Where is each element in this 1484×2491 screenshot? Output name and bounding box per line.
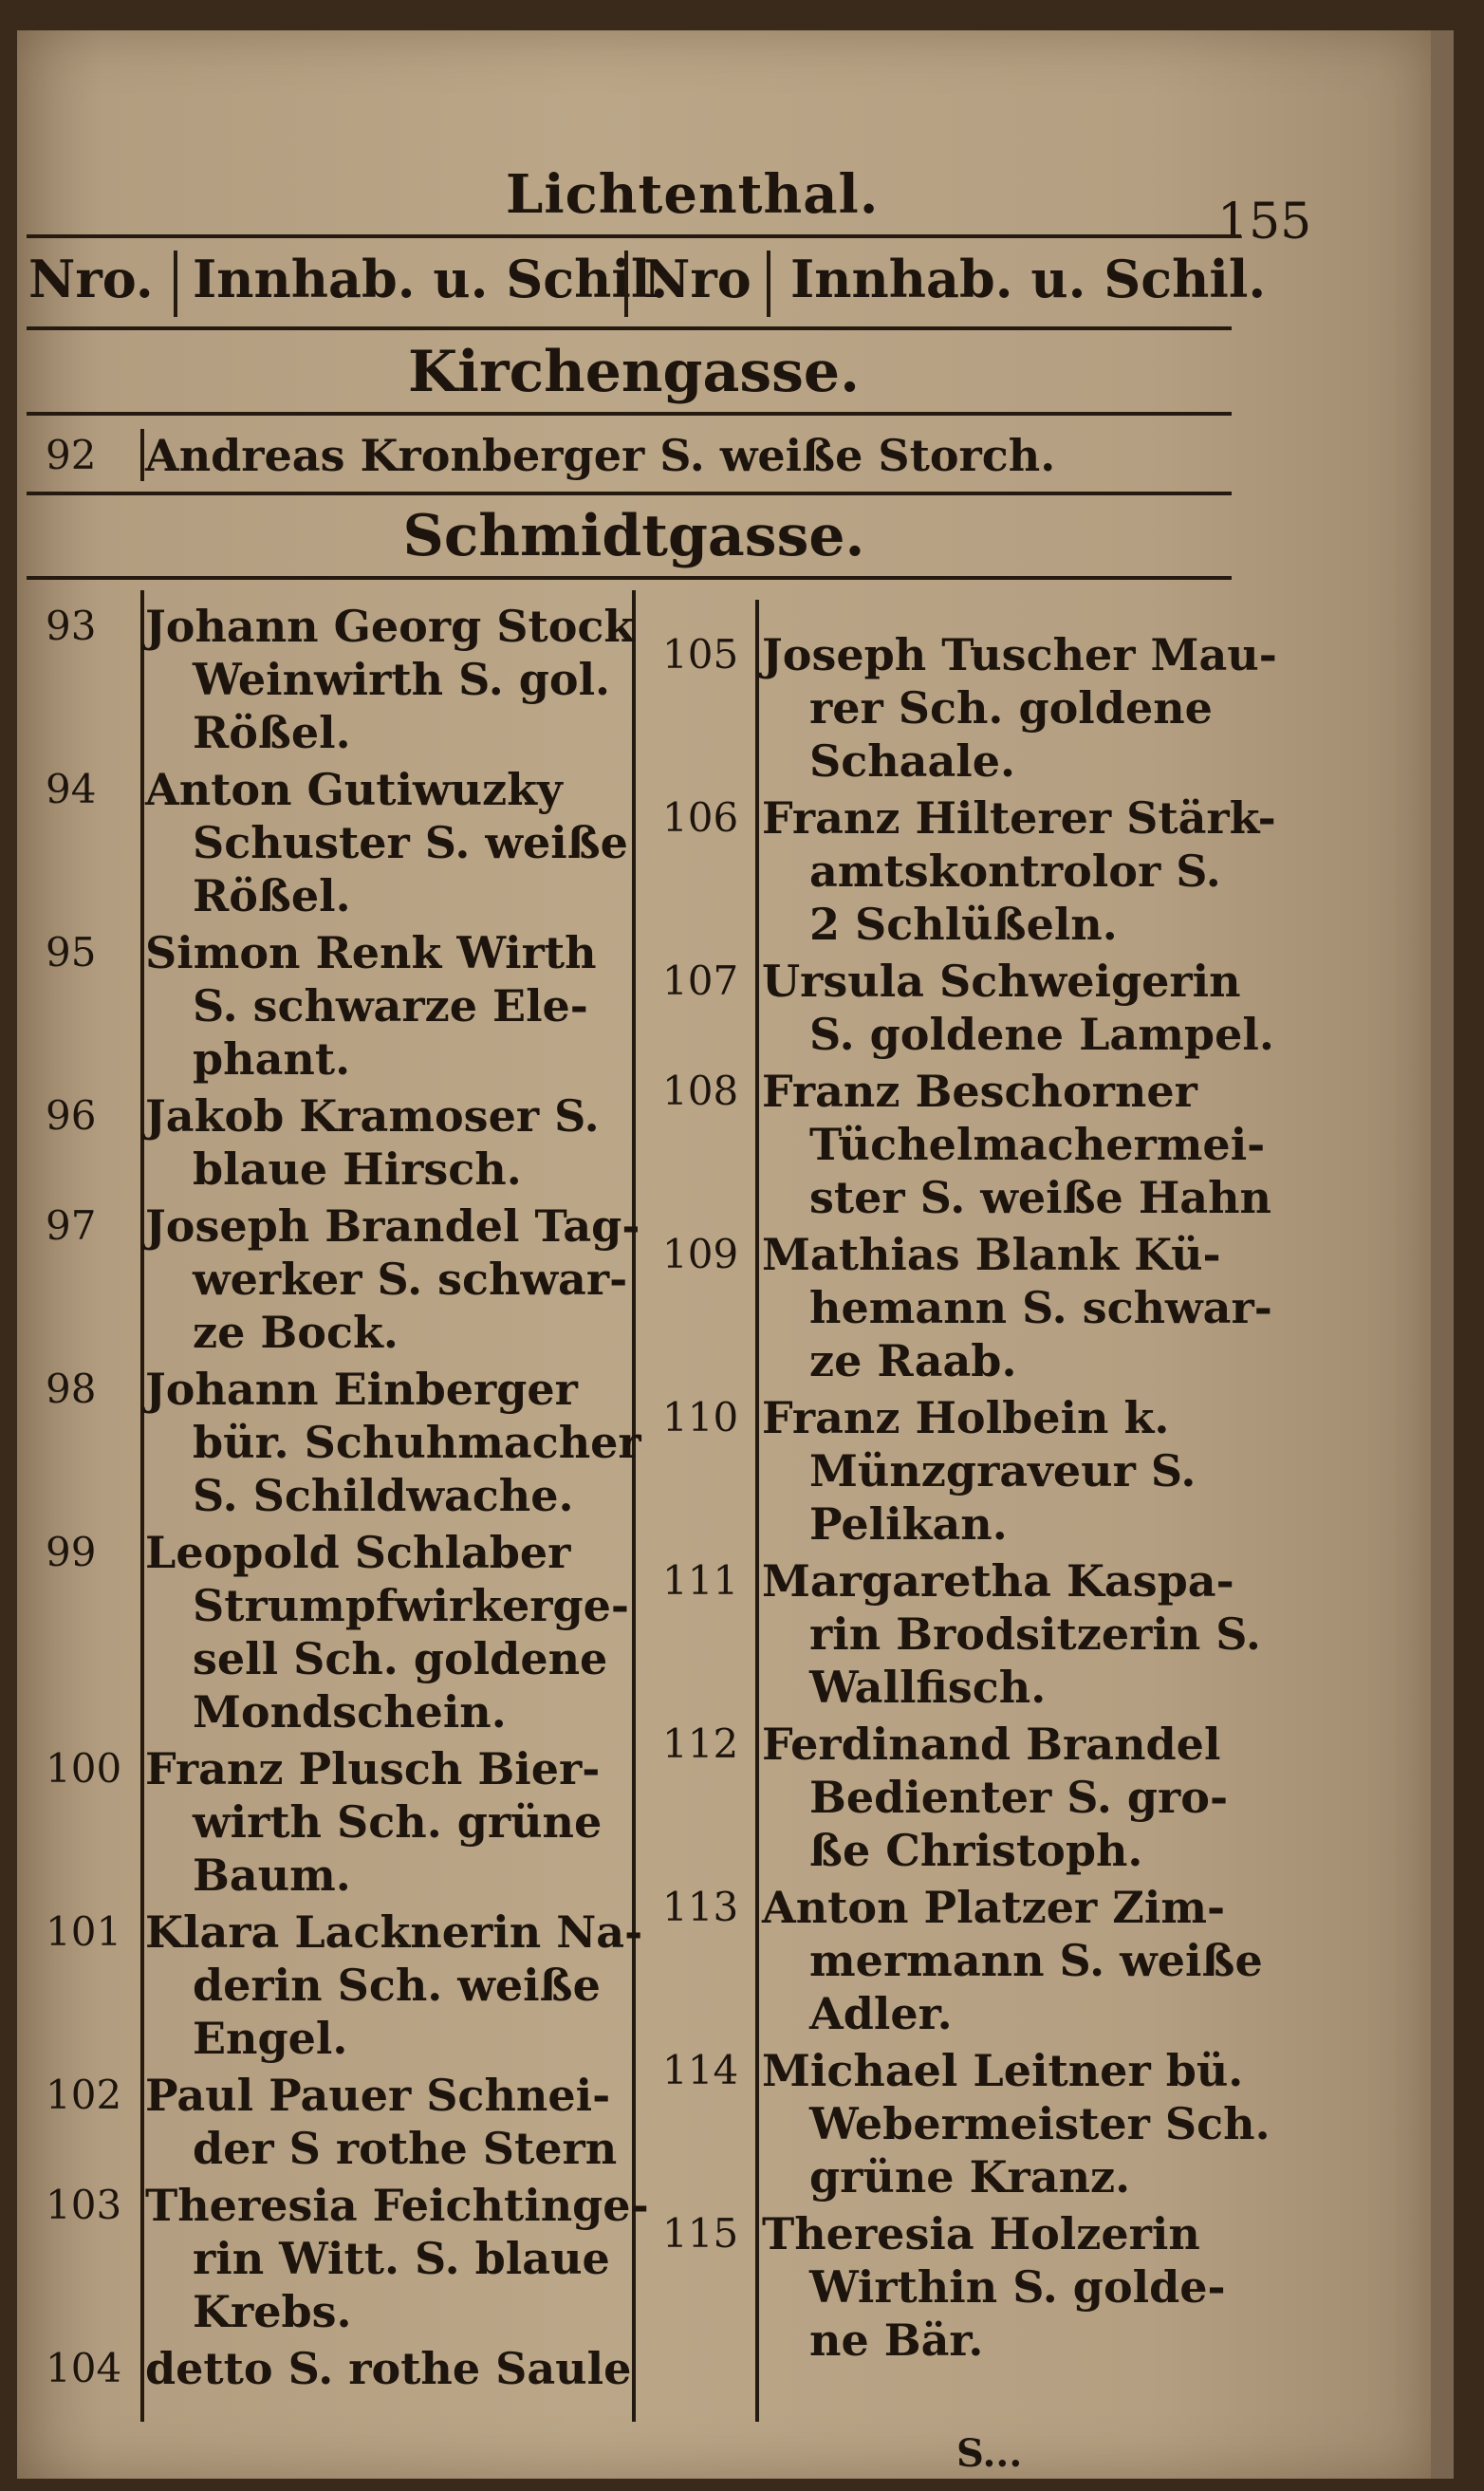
entry-line: Baum. <box>193 1850 351 1901</box>
list-item <box>46 2342 632 2395</box>
entry-text <box>762 2207 1226 2367</box>
entry-line: rin Brodsitzerin S. <box>809 1608 1261 1660</box>
list-item <box>662 2044 1271 2203</box>
house-number: 110 <box>662 1394 739 1441</box>
house-number: 95 <box>46 929 97 976</box>
entry-line: Paul Pauer Schnei- <box>145 2070 611 2121</box>
list-item <box>46 926 615 1086</box>
entry-line: grüne Kranz. <box>809 2151 1131 2203</box>
entry-text <box>762 1065 1271 1224</box>
entry-line: werker S. schwar- <box>193 1254 628 1305</box>
entry-line: ster S. weiße Hahn <box>809 1172 1271 1223</box>
entry-text <box>762 791 1276 951</box>
house-number: 94 <box>46 766 97 812</box>
list-item <box>46 2179 649 2338</box>
house-number: 107 <box>662 957 739 1004</box>
entry-line: Margaretha Kaspa- <box>762 1555 1234 1607</box>
house-number: 97 <box>46 1202 97 1249</box>
entry-text <box>145 1742 602 1902</box>
entry-line: derin Sch. weiße <box>193 1960 601 2011</box>
entry-text <box>762 955 1274 1061</box>
entry-line: wirth Sch. grüne <box>193 1796 603 1848</box>
entry-line: Ursula Schweigerin <box>762 956 1241 1007</box>
entry-line: Pelikan. <box>809 1498 1008 1550</box>
entry-line: Mathias Blank Kü- <box>762 1229 1221 1280</box>
entry-text <box>145 600 634 759</box>
entry-line: ße Christoph. <box>809 1825 1143 1876</box>
entry-line: rer Sch. goldene <box>809 682 1213 734</box>
heading-divider <box>767 251 770 317</box>
entry-text <box>762 1554 1261 1714</box>
entry-line: Ferdinand Brandel <box>762 1719 1221 1770</box>
house-number: 93 <box>46 603 97 649</box>
list-item <box>46 1526 629 1738</box>
entry-line: sell Sch. goldene <box>193 1633 608 1684</box>
entry-line: Jakob Kramoser S. <box>145 1090 600 1142</box>
entry-line: Weinwirth S. gol. <box>193 654 611 705</box>
entry-line: Anton Gutiwuzky <box>145 764 563 815</box>
entry-line: ne Bär. <box>809 2314 984 2366</box>
entry-line: S. Schildwache. <box>193 1470 574 1521</box>
house-number: 103 <box>46 2182 122 2228</box>
house-number: 98 <box>46 1366 97 1412</box>
entry-line: amtskontrolor S. <box>809 846 1221 897</box>
entry-text <box>762 1718 1228 1877</box>
house-number: 105 <box>662 631 739 678</box>
header-rule <box>27 234 1241 238</box>
entry-text <box>145 2179 649 2338</box>
list-item <box>662 955 1274 1061</box>
entry-line: Engel. <box>193 2013 348 2064</box>
list-item <box>662 1718 1251 1877</box>
list-item <box>46 1363 641 1522</box>
col1-innhab-heading: Innhab. u. Schil. <box>193 249 669 309</box>
entry-line: Münzgraveur S. <box>809 1445 1196 1496</box>
running-header <box>74 163 1312 251</box>
street-rule <box>27 412 1232 416</box>
entry-text <box>762 1391 1196 1551</box>
list-item <box>662 1881 1263 2040</box>
entry-text <box>145 1363 641 1522</box>
street-heading-kirchengasse: Kirchengasse. <box>408 339 860 405</box>
entry-text <box>145 1526 629 1738</box>
entry-text <box>762 628 1277 788</box>
entry-text <box>145 763 628 922</box>
house-number: 104 <box>46 2345 122 2391</box>
list-item <box>46 600 635 759</box>
entry-line: Joseph Tuscher Mau- <box>762 629 1277 680</box>
entry-line: Bedienter S. gro- <box>809 1772 1229 1823</box>
list-item <box>662 1065 1271 1224</box>
entry-line: Adler. <box>809 1988 953 2039</box>
entry-line: S. schwarze Ele- <box>193 980 588 1032</box>
entry-line: Rößel. <box>193 707 351 758</box>
list-item <box>46 1089 615 1196</box>
list-item <box>662 1391 1251 1551</box>
entry-line: Webermeister Sch. <box>809 2098 1271 2149</box>
entry-line: mermann S. weiße <box>809 1935 1263 1986</box>
street-rule <box>27 492 1232 495</box>
house-number: 102 <box>46 2072 122 2118</box>
col2-innhab-heading: Innhab. u. Schil. <box>790 249 1267 309</box>
entry-line: der S rothe Stern <box>193 2123 618 2174</box>
entry-line: Anton Platzer Zim- <box>762 1882 1226 1933</box>
list-item <box>662 1228 1272 1387</box>
house-number: 106 <box>662 794 739 841</box>
entry-text <box>145 2069 617 2175</box>
list-item <box>46 1905 643 2065</box>
house-number: 113 <box>662 1884 739 1930</box>
house-number: 100 <box>46 1745 122 1792</box>
entry-line: blaue Hirsch. <box>193 1143 522 1195</box>
list-item <box>662 628 1277 788</box>
page-number: 155 <box>1217 194 1312 251</box>
entry-line: ze Bock. <box>193 1307 399 1358</box>
entry-line: Theresia Holzerin <box>762 2208 1200 2259</box>
list-item <box>46 2069 618 2175</box>
entry-line: Rößel. <box>193 870 351 921</box>
list-item <box>662 791 1276 951</box>
entry-line: bür. Schuhmacher <box>193 1417 641 1468</box>
house-number: 112 <box>662 1720 739 1767</box>
entry-text <box>762 2044 1271 2203</box>
col2-nro-heading: Nro <box>643 249 751 309</box>
entry-line: Franz Holbein k. <box>762 1392 1170 1443</box>
house-number: 115 <box>662 2210 739 2257</box>
footer-mark: S... <box>956 2431 1023 2476</box>
entry-line: Strumpfwirkerge- <box>193 1580 629 1631</box>
entry-line: Franz Beschorner <box>762 1066 1197 1117</box>
heading-divider <box>624 251 628 317</box>
entry-text <box>145 926 597 1086</box>
list-item <box>46 763 628 922</box>
entry-text <box>145 1089 600 1196</box>
number-divider <box>140 429 144 481</box>
entry-line: S. goldene Lampel. <box>809 1009 1274 1060</box>
entry-text: Andreas Kronberger S. weiße Storch. <box>145 430 1056 481</box>
entry-line: Schaale. <box>809 735 1016 787</box>
entry-text <box>762 1881 1263 2040</box>
list-item <box>46 1199 640 1359</box>
col1-nro-heading: Nro. <box>28 249 154 309</box>
entry-line: detto S. rothe Saule <box>145 2343 632 2394</box>
heading-divider <box>174 251 177 317</box>
entry-line: Wallfisch. <box>809 1662 1047 1713</box>
list-item <box>46 429 1232 486</box>
entry-text <box>145 2342 631 2395</box>
entry-line: Wirthin S. golde- <box>809 2261 1226 2313</box>
entry-line: hemann S. schwar- <box>809 1282 1272 1333</box>
entry-text <box>145 1905 642 2065</box>
house-number: 109 <box>662 1231 739 1277</box>
house-number: 101 <box>46 1908 122 1955</box>
house-number: 92 <box>46 432 97 478</box>
list-item <box>46 1742 615 1902</box>
entry-line: Theresia Feichtinge- <box>145 2180 649 2231</box>
heading-rule <box>27 326 1232 330</box>
entry-line: Johann Einberger <box>145 1364 578 1415</box>
list-item <box>662 2207 1251 2367</box>
entry-line: Simon Renk Wirth <box>145 927 597 978</box>
entry-text <box>145 1199 640 1359</box>
house-number: 96 <box>46 1092 97 1139</box>
entry-line: Leopold Schlaber <box>145 1527 571 1578</box>
entry-line: Joseph Brandel Tag- <box>145 1200 640 1252</box>
entry-line: Franz Plusch Bier- <box>145 1743 601 1794</box>
entry-line: 2 Schlüßeln. <box>809 899 1118 950</box>
entry-line: ze Raab. <box>809 1335 1017 1386</box>
entry-line: phant. <box>193 1033 351 1085</box>
entry-line: Michael Leitner bü. <box>762 2045 1244 2096</box>
entry-line: rin Witt. S. blaue <box>193 2233 610 2284</box>
street-rule <box>27 576 1232 580</box>
house-number: 111 <box>662 1557 739 1604</box>
house-number: 108 <box>662 1068 739 1114</box>
entry-line: Krebs. <box>193 2286 352 2337</box>
entry-line: Schuster S. weiße <box>193 817 628 868</box>
list-item <box>662 1554 1261 1714</box>
entry-line: Mondschein. <box>193 1686 507 1738</box>
book-page <box>17 30 1454 2479</box>
entry-line: Franz Hilterer Stärk- <box>762 792 1276 844</box>
entry-line: Tüchelmachermei- <box>809 1119 1266 1170</box>
entry-line: Johann Georg Stock <box>145 601 635 652</box>
entry-line: Klara Lacknerin Na- <box>145 1906 643 1958</box>
house-number: 99 <box>46 1529 97 1575</box>
street-heading-schmidtgasse: Schmidtgasse. <box>402 503 865 569</box>
house-number: 114 <box>662 2047 739 2093</box>
entry-text <box>762 1228 1272 1387</box>
running-title: Lichtenthal. <box>506 163 880 226</box>
